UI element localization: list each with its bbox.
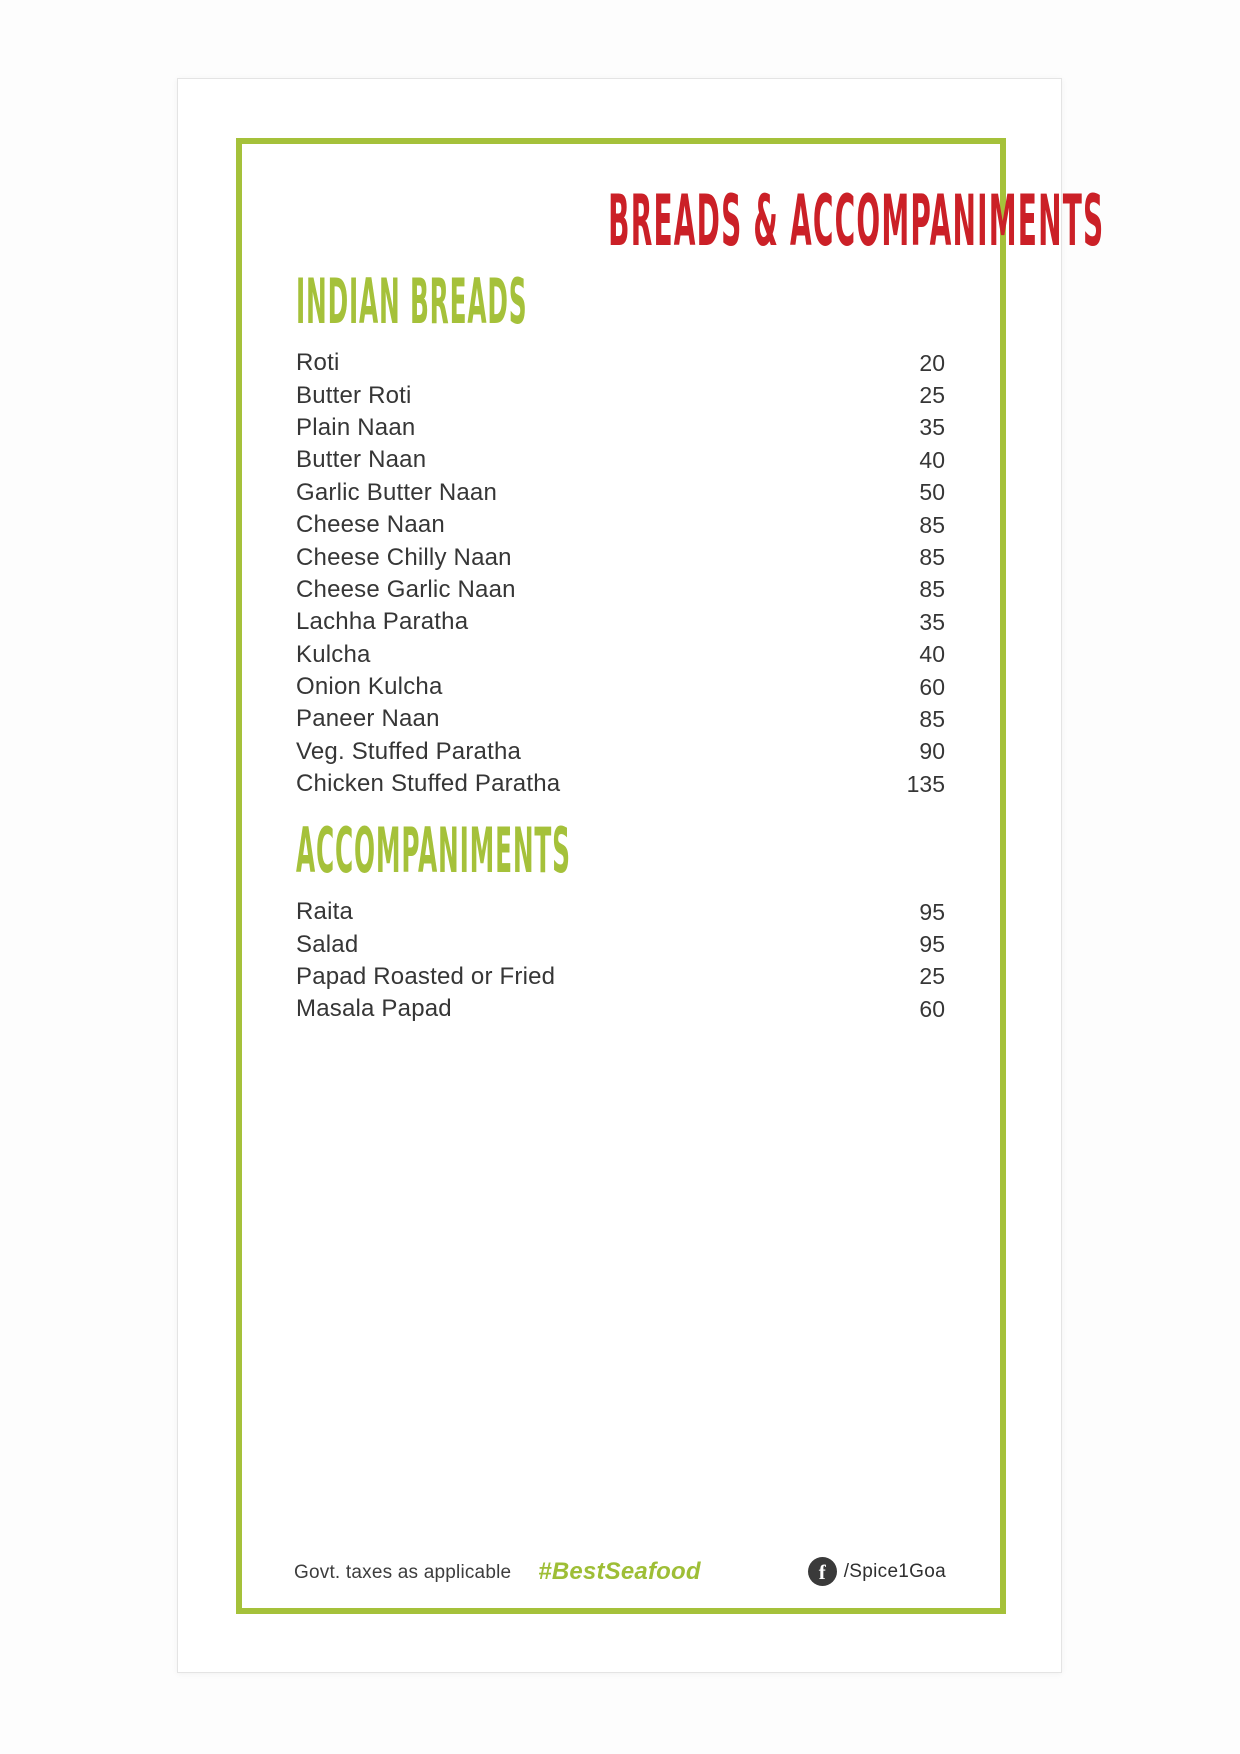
menu-item-row [296, 703, 945, 735]
item-price: 85 [919, 576, 945, 603]
item-price: 40 [919, 641, 945, 668]
menu-item-row [296, 606, 945, 638]
menu-item-row [296, 541, 945, 573]
menu-item-row [296, 444, 945, 476]
menu-item-row [296, 961, 945, 993]
item-name: Cheese Naan [296, 511, 445, 539]
item-price: 90 [919, 738, 945, 765]
item-price: 60 [919, 995, 945, 1022]
item-name: Cheese Garlic Naan [296, 575, 516, 603]
menu-item-row [296, 896, 945, 928]
item-name: Papad Roasted or Fried [296, 962, 556, 990]
menu-item-row [296, 993, 945, 1025]
item-name: Cheese Chilly Naan [296, 543, 512, 571]
menu-item-row [296, 379, 945, 411]
menu-item-row [296, 736, 945, 768]
item-price: 50 [919, 479, 945, 506]
facebook-icon: f [808, 1557, 837, 1586]
item-price: 135 [906, 770, 945, 797]
menu-item-row [296, 671, 945, 703]
item-price: 40 [919, 446, 945, 473]
menu-item-row [296, 639, 945, 671]
item-price: 85 [919, 705, 945, 732]
item-name: Chicken Stuffed Paratha [296, 770, 561, 798]
item-name: Butter Roti [296, 381, 412, 409]
item-price: 95 [919, 931, 945, 958]
menu-item-row [296, 509, 945, 541]
item-name: Butter Naan [296, 446, 427, 474]
menu-item-row [296, 412, 945, 444]
menu-item-row [296, 574, 945, 606]
item-price: 25 [919, 382, 945, 409]
item-name: Garlic Butter Naan [296, 478, 498, 506]
menu-item-row [296, 477, 945, 509]
item-price: 35 [919, 608, 945, 635]
item-name: Lachha Paratha [296, 608, 469, 636]
section-heading-accompaniments: ACCOMPANIMENTS [296, 814, 571, 887]
footer-facebook [808, 1557, 946, 1586]
footer-hashtag: #BestSeafood [538, 1558, 701, 1585]
item-name: Onion Kulcha [296, 673, 443, 701]
item-price: 20 [919, 349, 945, 376]
item-price: 35 [919, 414, 945, 441]
accompaniments-list [296, 896, 945, 1026]
item-price: 25 [919, 963, 945, 990]
item-name: Kulcha [296, 640, 371, 668]
page-title: BREADS & ACCOMPANIMENTS [608, 180, 1105, 262]
item-price: 85 [919, 544, 945, 571]
item-name: Raita [296, 898, 354, 926]
menu-item-row [296, 768, 945, 800]
item-name: Veg. Stuffed Paratha [296, 737, 522, 765]
item-price: 85 [919, 511, 945, 538]
indian-breads-list [296, 347, 945, 800]
section-heading-indian-breads: INDIAN BREADS [296, 265, 528, 338]
menu-item-row [296, 928, 945, 960]
item-name: Paneer Naan [296, 705, 440, 733]
item-name: Roti [296, 349, 340, 377]
item-name: Masala Papad [296, 995, 452, 1023]
item-name: Salad [296, 930, 359, 958]
menu-item-row [296, 347, 945, 379]
item-price: 95 [919, 898, 945, 925]
item-name: Plain Naan [296, 413, 416, 441]
facebook-handle: /Spice1Goa [843, 1560, 946, 1582]
footer-tax-note: Govt. taxes as applicable [294, 1562, 512, 1583]
page-title-wrap [236, 180, 1105, 262]
menu-page [177, 78, 1105, 1673]
item-price: 60 [919, 673, 945, 700]
